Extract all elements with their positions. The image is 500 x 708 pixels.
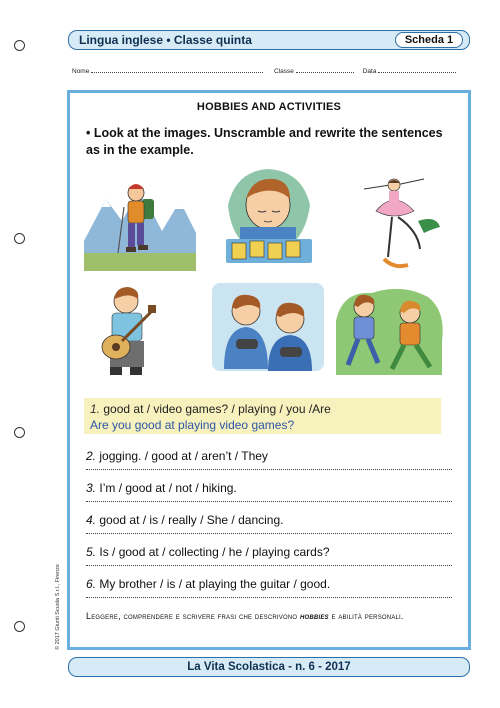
course-title: Lingua inglese • Classe quinta — [79, 33, 252, 47]
name-field[interactable] — [91, 67, 263, 73]
worksheet-title: HOBBIES AND ACTIVITIES — [196, 101, 342, 113]
boy-with-cards-illustration — [218, 165, 318, 271]
footer-bar: La Vita Scolastica - n. 6 - 2017 — [68, 657, 470, 677]
example-box — [84, 398, 441, 434]
item-number: 3. — [86, 481, 97, 495]
exercise-item — [86, 480, 452, 502]
item-number: 6. — [86, 577, 97, 591]
example-number: 1. — [90, 402, 101, 416]
item-text: good at / is / really / She / dancing. — [99, 513, 284, 527]
header-bar — [68, 30, 470, 50]
skills-note-post: e abilità personali. — [331, 611, 404, 621]
kids-jogging-illustration — [332, 281, 446, 377]
boys-video-games-illustration — [210, 281, 326, 373]
sheet-label: Scheda 1 — [395, 32, 463, 48]
date-field[interactable] — [378, 67, 456, 73]
worksheet-frame — [67, 90, 471, 650]
item-number: 2. — [86, 449, 97, 463]
date-label: Data — [362, 68, 377, 75]
exercise-item — [86, 544, 452, 566]
item-number: 4. — [86, 513, 97, 527]
example-answer: Are you good at playing video games? — [90, 418, 295, 432]
exercise-item — [86, 512, 452, 534]
name-label: Nome — [72, 68, 90, 75]
answer-line[interactable] — [86, 533, 452, 534]
item-text: jogging. / good at / aren’t / They — [99, 449, 268, 463]
exercise-item — [86, 576, 452, 598]
binder-hole-icon — [14, 40, 25, 51]
item-text: I’m / good at / not / hiking. — [99, 481, 237, 495]
skills-note-hobbies: hobbies — [299, 611, 329, 621]
answer-line[interactable] — [86, 501, 452, 502]
exercise-item — [86, 448, 452, 470]
class-field[interactable] — [296, 67, 354, 73]
item-text: My brother / is / at playing the guitar / good. — [99, 577, 331, 591]
item-text: Is / good at / collecting / he / playing cards? — [99, 545, 330, 559]
item-number: 5. — [86, 545, 97, 559]
skills-note-pre: Leggere, comprendere e scrivere frasi che descrivono — [86, 611, 298, 621]
hiker-illustration — [84, 171, 196, 271]
example-question: good at / video games? / playing / you /Are — [103, 402, 331, 416]
ballerina-illustration — [336, 175, 446, 279]
answer-line[interactable] — [86, 597, 452, 598]
answer-line[interactable] — [86, 565, 452, 566]
answer-line[interactable] — [86, 469, 452, 470]
boy-with-guitar-illustration — [96, 285, 168, 379]
student-info-line — [72, 67, 456, 75]
binder-hole-icon — [14, 427, 25, 438]
skills-note — [86, 609, 452, 623]
instructions: • Look at the images. Unscramble and rewrite the sentences as in the example. — [86, 126, 443, 157]
copyright-notice: © 2017 Giunti Scuola S.r.l., Firenze — [55, 564, 61, 650]
class-label: Classe — [274, 68, 294, 75]
binder-hole-icon — [14, 621, 25, 632]
binder-hole-icon — [14, 233, 25, 244]
